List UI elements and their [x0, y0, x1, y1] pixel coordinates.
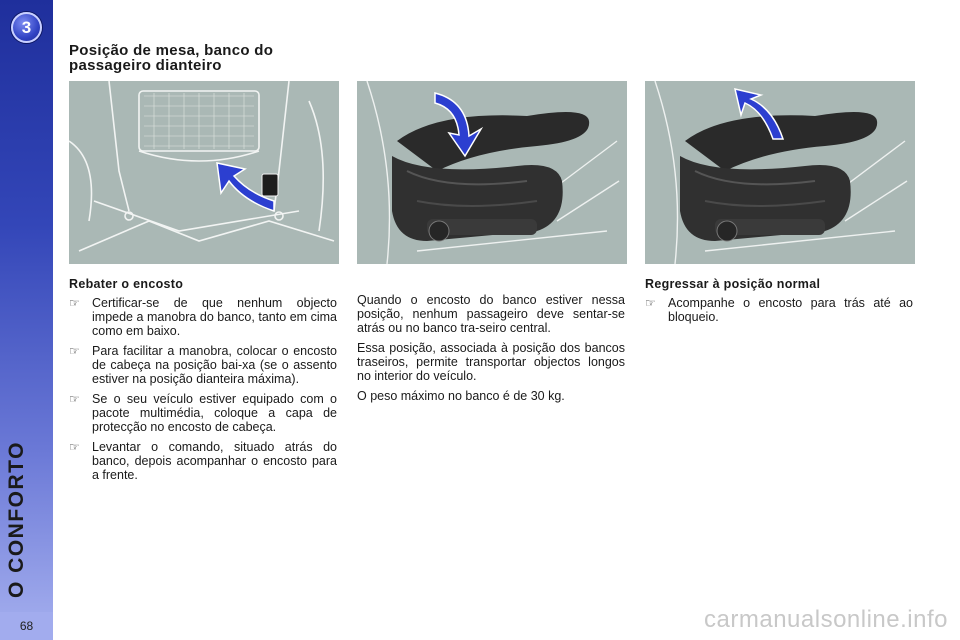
seat-return-back-illustration — [645, 81, 915, 264]
list-item — [645, 296, 913, 324]
list-item-text: Para facilitar a manobra, colocar o encosto de cabeça na posição bai-xa (se o assento estiver na posição dianteira máxima). — [92, 344, 337, 386]
seat-lever-illustration — [69, 81, 339, 264]
page-title-line-2: passageiro dianteiro — [69, 57, 222, 74]
chapter-number-badge — [11, 12, 42, 43]
seat-return-back-photo — [645, 81, 915, 264]
seat-lever-photo — [69, 81, 339, 264]
list-item — [69, 344, 337, 386]
seat-fold-forward-photo — [357, 81, 627, 264]
watermark: carmanualsonline.info — [704, 606, 948, 633]
list-item — [69, 392, 337, 434]
list-item-text: Se o seu veículo estiver equipado com o pacote multimédia, coloque a capa de protecção no encosto de cabeça. — [92, 392, 337, 434]
pointing-hand-icon: ☞ — [645, 296, 656, 310]
list-item-text: Acompanhe o encosto para trás até ao bloqueio. — [668, 296, 913, 324]
section-label: O CONFORTO — [5, 441, 28, 598]
paragraph: Essa posição, associada à posição dos bancos traseiros, permite transportar objectos longos no interior do veículo. — [357, 341, 625, 383]
paragraph: Quando o encosto do banco estiver nessa posição, nenhum passageiro deve sentar-se atrás ou no banco tra-seiro central. — [357, 293, 625, 335]
return-normal-heading: Regressar à posição normal — [645, 277, 821, 291]
return-normal-section — [645, 277, 913, 330]
page-title — [69, 43, 349, 73]
page-title-line-1: Posição de mesa, banco do — [69, 42, 274, 59]
list-item-text: Levantar o comando, situado atrás do banco, depois acompanhar o encosto para a frente. — [92, 440, 337, 482]
pointing-hand-icon: ☞ — [69, 440, 80, 454]
list-item-text: Certificar-se de que nenhum objecto impede a manobra do banco, tanto em cima como em baixo. — [92, 296, 337, 338]
fold-backrest-heading: Rebater o encosto — [69, 277, 184, 291]
pointing-hand-icon: ☞ — [69, 344, 80, 358]
table-position-notes — [357, 293, 625, 409]
list-item — [69, 440, 337, 482]
list-item — [69, 296, 337, 338]
pointing-hand-icon: ☞ — [69, 392, 80, 406]
pointing-hand-icon: ☞ — [69, 296, 80, 310]
chapter-sidebar — [0, 0, 53, 640]
chapter-number: 3 — [21, 17, 32, 37]
fold-backrest-section — [69, 277, 337, 488]
seat-fold-forward-illustration — [357, 81, 627, 264]
page-number: 68 — [0, 612, 53, 640]
paragraph: O peso máximo no banco é de 30 kg. — [357, 389, 565, 403]
